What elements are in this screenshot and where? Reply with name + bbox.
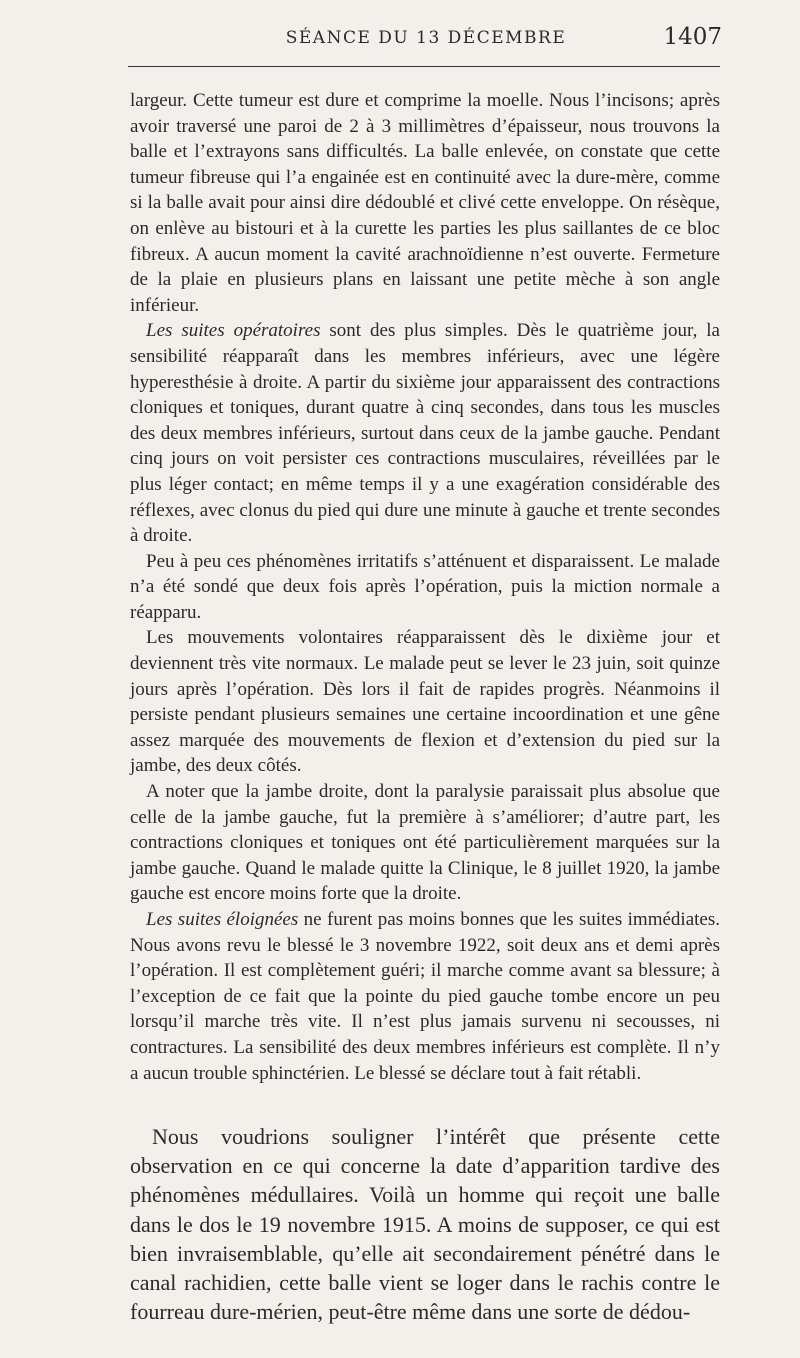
paragraph-conclusion: Nous voudrions souligner l’intérêt que présente cette observation en ce qui concerne la date d’apparition tardive des phénomènes médullaires. Voilà un homme qui reçoit une balle dans le dos le 19 novembre 1915. A moins de supposer, ce qui est bien invraisemblable, qu’elle ait secondairement pénétré dans le canal rachidien, cette balle vient se loger dans le rachis contre le fourreau dure-mérien, peut-être même dans une sorte de dédou-	[130, 1124, 720, 1325]
case-report-body	[130, 88, 720, 1086]
paragraph-postoperative-text: sont des plus simples. Dès le quatrième jour, la sensibilité réapparaît dans les membres inférieurs, avec une légère hyperesthésie à droite. A partir du sixième jour apparaissent des contractions cloniques et toniques, durant quatre à cinq secondes, dans tous les muscles des deux membres inférieurs, surtout dans ceux de la jambe gauche. Pendant cinq jours on voit persister ces contractions musculaires, réveillées par le plus léger contact; en même temps il y a une exagération considérable des réflexes, avec clonus du pied qui dure une minute à gauche et trente secondes à droite.	[130, 320, 720, 547]
header-rule	[128, 66, 720, 67]
paragraph-long-term-text: ne furent pas moins bonnes que les suites immédiates. Nous avons revu le blessé le 3 novembre 1922, soit deux ans et demi après l’opération. Il est complètement guéri; il marche comme avant sa blessure; à l’exception de ce fait que la pointe du pied gauche tombe encore un peu lorsqu’il marche très vite. Il n’est plus jamais survenu ni secousses, ni contractures. La sensibilité des deux membres inférieurs est complète. Il n’y a aucun trouble sphinctérien. Le blessé se déclare tout à fait rétabli.	[130, 909, 720, 1084]
paragraph-long-term-course	[130, 907, 720, 1086]
running-title: SÉANCE DU 13 DÉCEMBRE	[285, 28, 567, 48]
conclusion-section	[130, 1122, 720, 1326]
page-number: 1407	[663, 24, 722, 50]
heading-suites-eloignees: Les suites éloignées	[146, 909, 299, 930]
paragraph-irritative-phenomena: Peu à peu ces phénomènes irritatifs s’atténuent et disparaissent. Le malade n’a été sondé que deux fois après l’opération, puis la miction normale a réapparu.	[130, 550, 720, 623]
running-head	[130, 24, 722, 54]
paragraph-postoperative-course	[130, 318, 720, 548]
paragraph-voluntary-movements: Les mouvements volontaires réapparaissent dès le dixième jour et deviennent très vite normaux. Le malade peut se lever le 23 juin, soit quinze jours après l’opération. Dès lors il fait de rapides progrès. Néanmoins il persiste pendant plusieurs semaines une certaine incoordination et une gêne assez marquée des mouvements de flexion et d’extension du pied sur la jambe, des deux côtés.	[130, 627, 720, 777]
paragraph-operation: largeur. Cette tumeur est dure et comprime la moelle. Nous l’incisons; après avoir traversé une paroi de 2 à 3 millimètres d’épaisseur, nous trouvons la balle et l’extrayons sans difficultés. La balle enlevée, on constate que cette tumeur fibreuse qui l’a engainée est en continuité avec la dure-mère, comme si la balle avait pour ainsi dire dédoublé et clivé cette enveloppe. On résèque, on enlève au bistouri et à la curette les parties les plus saillantes de ce bloc fibreux. A aucun moment la cavité arachnoïdienne n’est ouverte. Fermeture de la plaie en plusieurs plans en laissant une petite mèche à son angle inférieur.	[130, 90, 720, 316]
paragraph-right-leg: A noter que la jambe droite, dont la paralysie paraissait plus absolue que celle de la jambe gauche, fut la première à s’améliorer; d’autre part, les contractions cloniques et toniques ont été particulièrement marquées sur la jambe gauche. Quand le malade quitte la Clinique, le 8 juillet 1920, la jambe gauche est encore moins forte que la droite.	[130, 781, 720, 905]
heading-suites-operatoires: Les suites opératoires	[146, 320, 321, 342]
